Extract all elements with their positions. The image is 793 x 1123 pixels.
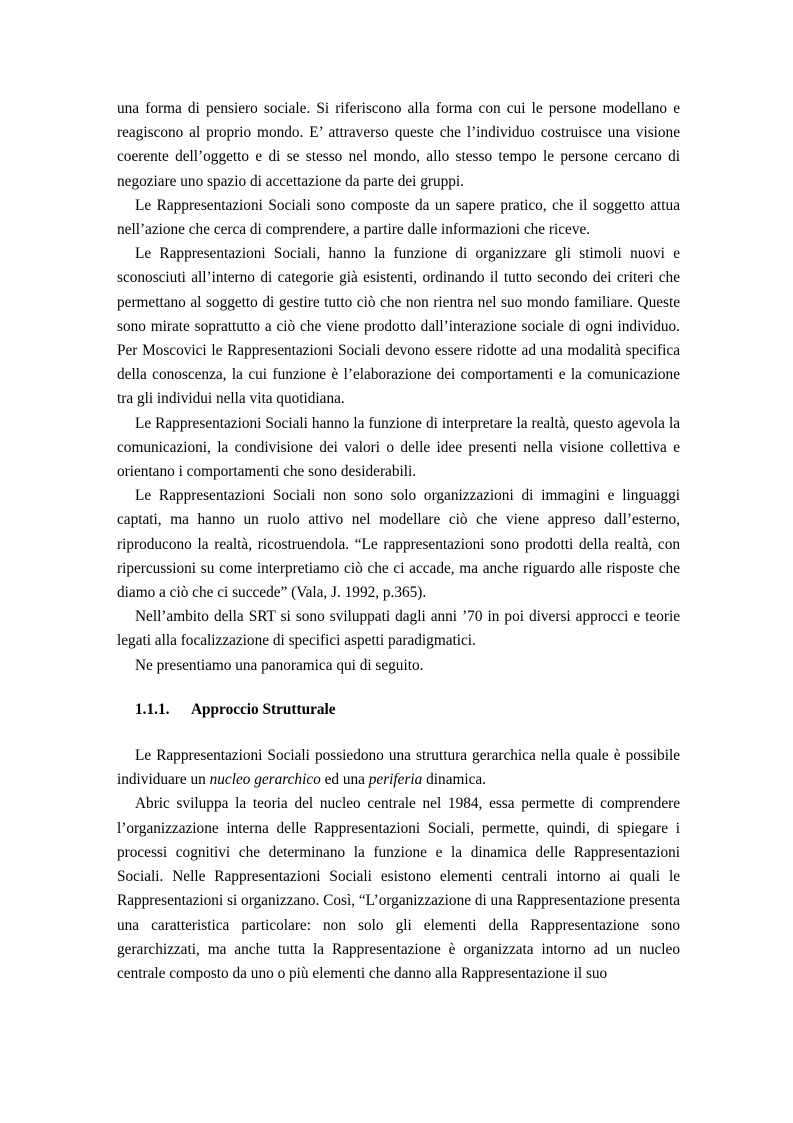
nucleo-text-1: Le Rappresentazioni Sociali possiedono una struttura gerarchica nella quale è possibile individuare un xyxy=(117,747,680,789)
paragraph-abric: Abric sviluppa la teoria del nucleo centrale nel 1984, essa permette di comprendere l’organizzazione interna delle Rappresentazioni Sociali, permette, quindi, di spiegare i processi cognitivi che determinano la funzione e la dinamica delle Rappresentazioni Sociali. Nelle Rappresentazioni Sociali esistono elementi centrali intorno ai quali le Rappresentazioni si organizzano. Così, “L’organizzazione di una Rappresentazione presenta una caratteristica particolare: non solo gli elementi della Rappresentazione sono gerarchizzati, ma anche tutta la Rappresentazione è organizzata intorno ad un nucleo centrale composto da uno o più elementi che danno alla Rappresentazione il suo xyxy=(117,795,680,982)
paragraph-6: Nell’ambito della SRT si sono sviluppati dagli anni ’70 in poi diversi approcci e teorie legati alla focalizzazione di specifici aspetti paradigmatici. xyxy=(117,608,680,650)
nucleo-italic-2: periferia xyxy=(368,771,423,789)
paragraph-3: Le Rappresentazioni Sociali, hanno la funzione di organizzare gli stimoli nuovi e sconosciuti all’interno di categorie già esistenti, ordinando il tutto secondo dei criteri che permettano al soggetto di gestire tutto ciò che non rientra nel suo mondo familiare. Queste sono mirate soprattutto a ciò che viene prodotto dall’interazione sociale di ogni individuo. Per Moscovici le Rappresentazioni Sociali devono essere ridotte ad una modalità specifica della conoscenza, la cui funzione è l’elaborazione dei comportamenti e la comunicazione tra gli individui nella vita quotidiana. xyxy=(117,245,680,408)
nucleo-text-3: dinamica. xyxy=(422,771,487,789)
paragraph-5: Le Rappresentazioni Sociali non sono solo organizzazioni di immagini e linguaggi captati, ma hanno un ruolo attivo nel modellare ciò che viene appreso dall’esterno, riproducono la realtà, ricostruendola. “Le rappresentazioni sono prodotti della realtà, con ripercussioni su come interpretiamo ciò che ci accade, ma anche riguardo alle risposte che diamo a ciò che ci succede” (Vala, J. 1992, p.365). xyxy=(117,487,680,602)
paragraph-2: Le Rappresentazioni Sociali sono composte da un sapere pratico, che il soggetto attua nell’azione che cerca di comprendere, a partire dalle informazioni che riceve. xyxy=(117,196,680,239)
nucleo-italic-1: nucleo gerarchico xyxy=(209,771,321,789)
document-page xyxy=(117,97,680,986)
nucleo-text-2: ed una xyxy=(320,771,369,789)
paragraph-nucleo xyxy=(117,744,680,792)
paragraph-7: Ne presentiamo una panoramica qui di seguito. xyxy=(135,656,424,674)
paragraph-4: Le Rappresentazioni Sociali hanno la funzione di interpretare la realtà, questo agevola la comunicazioni, la condivisione dei valori o delle idee presenti nella visione collettiva e orientano i comportamenti che sono desiderabili. xyxy=(117,414,680,481)
paragraph-1: una forma di pensiero sociale. Si riferiscono alla forma con cui le persone modellano e reagiscono al proprio mondo. E’ attraverso queste che l’individuo costruisce una visione coerente dell’oggetto e di se stesso nel mondo, allo stesso tempo le persone cercano di negoziare uno spazio di accettazione da parte dei gruppi. xyxy=(117,100,680,190)
section-number: 1.1.1. xyxy=(135,700,170,718)
section-title: Approccio Strutturale xyxy=(191,700,336,718)
section-heading xyxy=(117,698,680,722)
